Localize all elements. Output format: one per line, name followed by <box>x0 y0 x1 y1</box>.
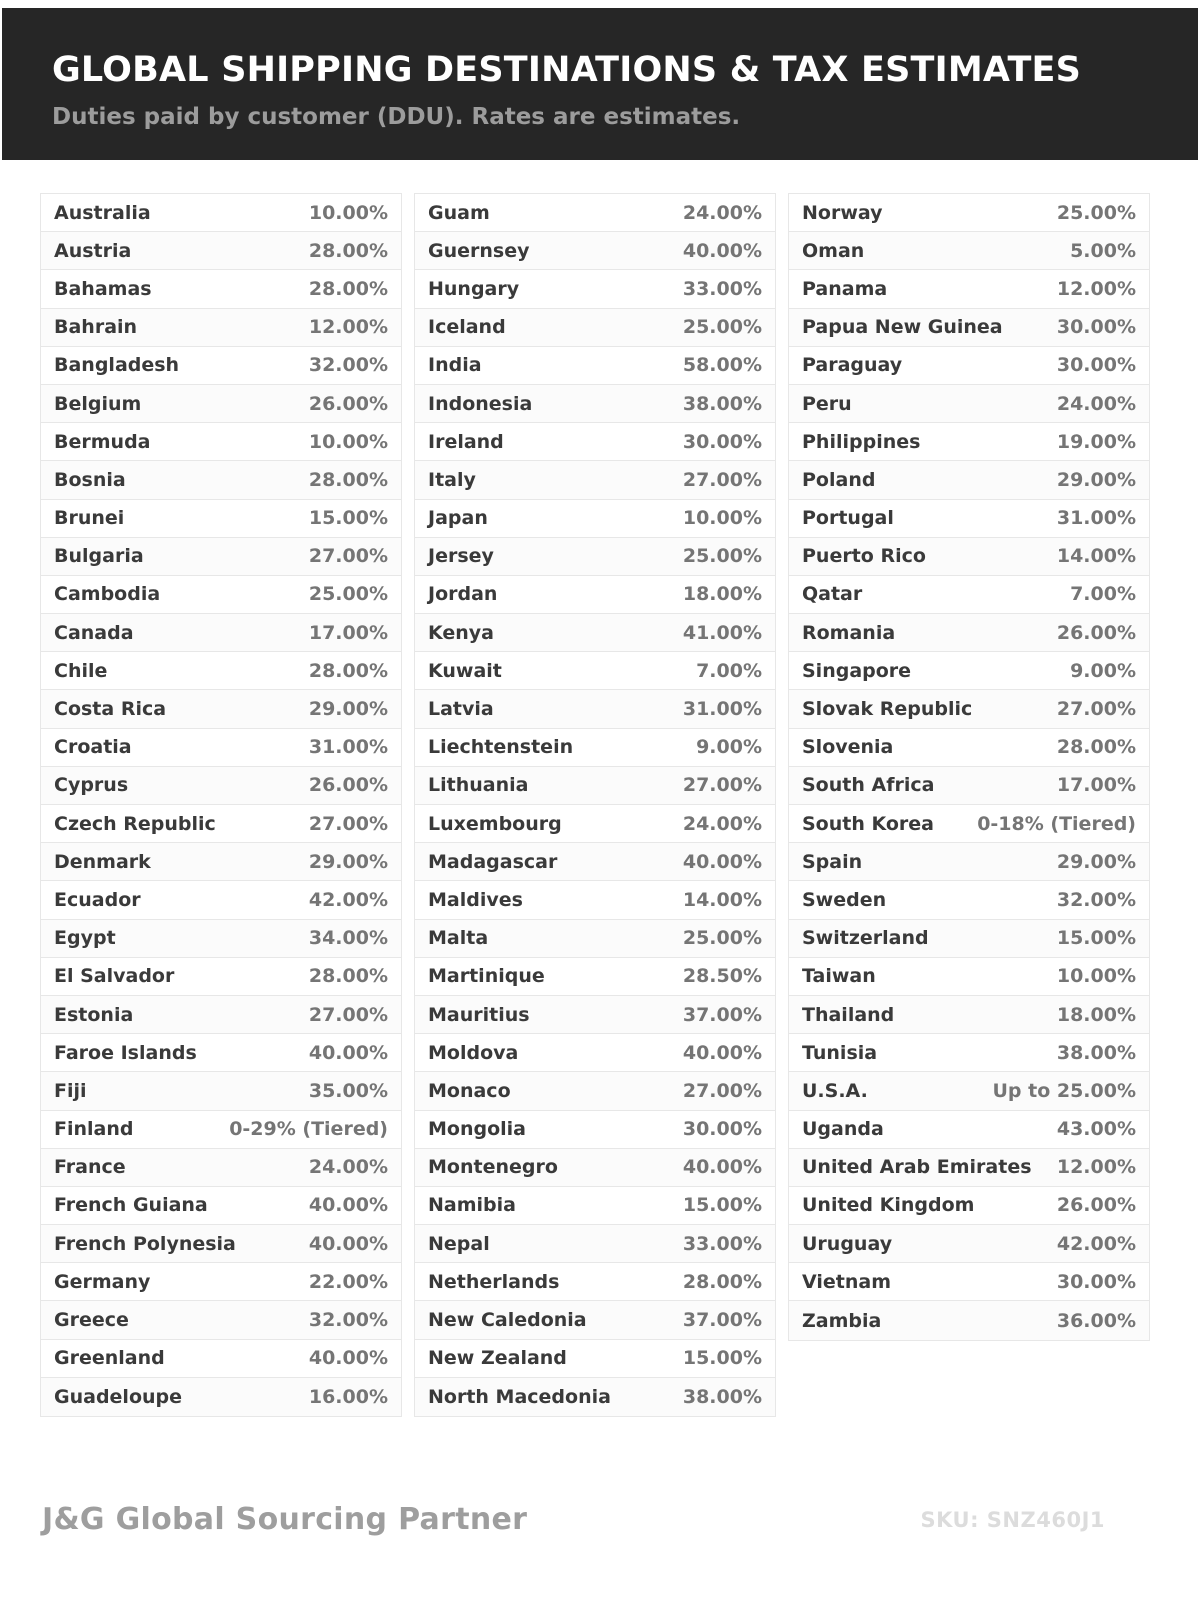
table-row <box>789 309 1149 347</box>
table-row <box>41 500 401 538</box>
tax-rate: 27.00% <box>1056 698 1136 721</box>
table-row <box>789 461 1149 499</box>
tax-rate: 29.00% <box>308 850 388 873</box>
table-row <box>415 1187 775 1225</box>
country-name: Denmark <box>54 850 151 873</box>
tax-rate: 9.00% <box>696 736 762 759</box>
country-name: Bulgaria <box>54 545 144 568</box>
tax-rate: 17.00% <box>308 621 388 644</box>
tax-rate: 10.00% <box>308 430 388 453</box>
tax-rate: 26.00% <box>308 774 388 797</box>
country-name: Moldova <box>428 1041 519 1064</box>
table-row <box>415 996 775 1034</box>
table-row <box>415 576 775 614</box>
table-row <box>415 1149 775 1187</box>
tax-rate: 0-18% (Tiered) <box>977 812 1136 835</box>
table-row <box>41 1111 401 1149</box>
tax-rate: 12.00% <box>1056 1156 1136 1179</box>
country-name: Thailand <box>802 1003 895 1026</box>
table-row <box>41 1378 401 1416</box>
table-row <box>41 270 401 308</box>
tax-rate: 34.00% <box>308 927 388 950</box>
country-name: Kenya <box>428 621 495 644</box>
table-row <box>41 347 401 385</box>
country-name: Slovak Republic <box>802 698 973 721</box>
table-row <box>41 843 401 881</box>
table-row <box>41 1225 401 1263</box>
table-row <box>789 1072 1149 1110</box>
rates-column-2 <box>414 193 776 1417</box>
tax-rate: 40.00% <box>308 1232 388 1255</box>
country-name: Uruguay <box>802 1232 893 1255</box>
tax-rate: 7.00% <box>1070 583 1136 606</box>
tax-rate: 43.00% <box>1056 1118 1136 1141</box>
table-row <box>415 843 775 881</box>
table-row <box>41 461 401 499</box>
country-name: Guernsey <box>428 239 530 262</box>
tax-rate: 17.00% <box>1056 774 1136 797</box>
tax-rate: 0-29% (Tiered) <box>229 1118 388 1141</box>
table-row <box>415 881 775 919</box>
country-name: Spain <box>802 850 863 873</box>
table-row <box>789 500 1149 538</box>
table-row <box>415 1378 775 1416</box>
table-row <box>789 347 1149 385</box>
tax-rate: 18.00% <box>682 583 762 606</box>
tax-rate: 40.00% <box>308 1194 388 1217</box>
table-row <box>41 805 401 843</box>
tax-rate: 12.00% <box>308 316 388 339</box>
country-name: Papua New Guinea <box>802 316 1003 339</box>
country-name: Japan <box>428 507 488 530</box>
table-row <box>789 920 1149 958</box>
table-row <box>415 1111 775 1149</box>
country-name: Egypt <box>54 927 116 950</box>
tax-rate: 7.00% <box>696 659 762 682</box>
tax-rate: 25.00% <box>308 583 388 606</box>
tax-rate: 37.00% <box>682 1003 762 1026</box>
table-row <box>41 767 401 805</box>
table-row <box>789 576 1149 614</box>
country-name: India <box>428 354 482 377</box>
country-name: Panama <box>802 277 888 300</box>
tax-rate: Up to 25.00% <box>992 1079 1136 1102</box>
country-name: Oman <box>802 239 865 262</box>
country-name: Malta <box>428 927 489 950</box>
country-name: Philippines <box>802 430 921 453</box>
country-name: Jersey <box>428 545 494 568</box>
tax-rate: 14.00% <box>682 888 762 911</box>
tax-rate: 32.00% <box>1056 888 1136 911</box>
table-row <box>41 1301 401 1339</box>
country-name: Vietnam <box>802 1270 891 1293</box>
table-row <box>415 270 775 308</box>
tax-rate: 28.00% <box>308 239 388 262</box>
tax-rate: 28.50% <box>682 965 762 988</box>
country-name: Lithuania <box>428 774 529 797</box>
tax-rate: 18.00% <box>1056 1003 1136 1026</box>
country-name: Italy <box>428 468 476 491</box>
country-name: Nepal <box>428 1232 490 1255</box>
table-row <box>415 1301 775 1339</box>
table-row <box>415 729 775 767</box>
country-name: Mongolia <box>428 1118 526 1141</box>
table-row <box>41 881 401 919</box>
country-name: Singapore <box>802 659 912 682</box>
country-name: Paraguay <box>802 354 903 377</box>
tax-rate: 31.00% <box>1056 507 1136 530</box>
country-name: Canada <box>54 621 134 644</box>
country-name: Bangladesh <box>54 354 180 377</box>
table-row <box>415 232 775 270</box>
tax-rate: 40.00% <box>308 1041 388 1064</box>
tax-rate: 22.00% <box>308 1270 388 1293</box>
rates-column-1 <box>40 193 402 1417</box>
country-name: Norway <box>802 201 883 224</box>
country-name: Latvia <box>428 698 494 721</box>
country-name: Netherlands <box>428 1270 560 1293</box>
tax-rate: 25.00% <box>682 316 762 339</box>
table-row <box>789 729 1149 767</box>
tax-rate: 10.00% <box>1056 965 1136 988</box>
country-name: Austria <box>54 239 132 262</box>
country-name: Peru <box>802 392 852 415</box>
tax-rate: 24.00% <box>682 812 762 835</box>
brand-name: J&G Global Sourcing Partner <box>42 1502 528 1537</box>
country-name: Guadeloupe <box>54 1385 183 1408</box>
country-name: Liechtenstein <box>428 736 574 759</box>
tax-rate: 29.00% <box>1056 850 1136 873</box>
tax-rate: 38.00% <box>1056 1041 1136 1064</box>
country-name: French Guiana <box>54 1194 208 1217</box>
country-name: Ecuador <box>54 888 141 911</box>
page-footer <box>42 1502 1105 1537</box>
tax-rate: 29.00% <box>1056 468 1136 491</box>
tax-rate: 10.00% <box>682 507 762 530</box>
tax-rate: 28.00% <box>308 659 388 682</box>
country-name: Monaco <box>428 1079 511 1102</box>
tax-rate: 26.00% <box>308 392 388 415</box>
table-row <box>789 843 1149 881</box>
tax-rate: 40.00% <box>682 239 762 262</box>
table-row <box>415 767 775 805</box>
tax-rate: 30.00% <box>1056 1270 1136 1293</box>
tax-rate: 42.00% <box>1056 1232 1136 1255</box>
country-name: Indonesia <box>428 392 533 415</box>
country-name: New Caledonia <box>428 1309 587 1332</box>
country-name: Chile <box>54 659 108 682</box>
country-name: Zambia <box>802 1309 882 1332</box>
country-name: Fiji <box>54 1079 87 1102</box>
country-name: Portugal <box>802 507 894 530</box>
table-row <box>415 958 775 996</box>
table-row <box>415 309 775 347</box>
country-name: Germany <box>54 1270 151 1293</box>
table-row <box>789 1187 1149 1225</box>
tax-rate: 40.00% <box>682 1156 762 1179</box>
country-name: Guam <box>428 201 490 224</box>
country-name: Faroe Islands <box>54 1041 197 1064</box>
tax-rate: 24.00% <box>308 1156 388 1179</box>
country-name: El Salvador <box>54 965 175 988</box>
table-row <box>415 423 775 461</box>
table-row <box>789 423 1149 461</box>
table-row <box>789 690 1149 728</box>
table-row <box>41 614 401 652</box>
country-name: Slovenia <box>802 736 894 759</box>
tax-rate: 12.00% <box>1056 277 1136 300</box>
tax-rate: 28.00% <box>308 468 388 491</box>
tax-rate: 15.00% <box>1056 927 1136 950</box>
table-row <box>789 958 1149 996</box>
country-name: Cambodia <box>54 583 161 606</box>
table-row <box>789 1111 1149 1149</box>
table-row <box>789 805 1149 843</box>
table-row <box>415 614 775 652</box>
country-name: Tunisia <box>802 1041 878 1064</box>
tax-rate: 10.00% <box>308 201 388 224</box>
country-name: Bosnia <box>54 468 126 491</box>
tax-rate: 25.00% <box>682 927 762 950</box>
country-name: Poland <box>802 468 876 491</box>
country-name: United Kingdom <box>802 1194 975 1217</box>
table-row <box>415 652 775 690</box>
table-row <box>41 194 401 232</box>
tax-rate: 30.00% <box>1056 354 1136 377</box>
table-row <box>789 767 1149 805</box>
tax-rate: 15.00% <box>682 1347 762 1370</box>
tax-rate: 30.00% <box>1056 316 1136 339</box>
country-name: Switzerland <box>802 927 929 950</box>
country-name: Hungary <box>428 277 520 300</box>
tax-rate: 24.00% <box>682 201 762 224</box>
page-title: GLOBAL SHIPPING DESTINATIONS & TAX ESTIMATES <box>52 50 1082 90</box>
country-name: Bermuda <box>54 430 151 453</box>
tax-rate: 14.00% <box>1056 545 1136 568</box>
table-row <box>41 538 401 576</box>
tax-rate: 27.00% <box>682 1079 762 1102</box>
tax-rate: 25.00% <box>682 545 762 568</box>
table-row <box>41 1340 401 1378</box>
country-name: Maldives <box>428 888 523 911</box>
country-name: North Macedonia <box>428 1385 611 1408</box>
table-row <box>41 690 401 728</box>
tax-rate: 28.00% <box>308 277 388 300</box>
country-name: Namibia <box>428 1194 516 1217</box>
table-row <box>415 1225 775 1263</box>
country-name: Luxembourg <box>428 812 562 835</box>
tax-rate: 58.00% <box>682 354 762 377</box>
tax-rate: 9.00% <box>1070 659 1136 682</box>
tax-rate: 29.00% <box>308 698 388 721</box>
country-name: Czech Republic <box>54 812 216 835</box>
country-name: Ireland <box>428 430 504 453</box>
country-name: Madagascar <box>428 850 558 873</box>
table-row <box>41 576 401 614</box>
tax-rate: 32.00% <box>308 354 388 377</box>
tax-rate: 19.00% <box>1056 430 1136 453</box>
tax-rate: 26.00% <box>1056 621 1136 644</box>
table-row <box>415 1340 775 1378</box>
sku-label: SKU: SNZ460J1 <box>920 1507 1105 1532</box>
country-name: Costa Rica <box>54 698 167 721</box>
country-name: Montenegro <box>428 1156 558 1179</box>
country-name: Kuwait <box>428 659 502 682</box>
country-name: South Africa <box>802 774 935 797</box>
tax-rate: 36.00% <box>1056 1309 1136 1332</box>
tax-rate: 27.00% <box>308 812 388 835</box>
tax-rate: 27.00% <box>308 1003 388 1026</box>
table-row <box>415 194 775 232</box>
table-row <box>41 232 401 270</box>
tax-rate: 25.00% <box>1056 201 1136 224</box>
table-row <box>41 1187 401 1225</box>
table-row <box>415 805 775 843</box>
tax-rate: 16.00% <box>308 1385 388 1408</box>
table-row <box>415 690 775 728</box>
table-row <box>789 652 1149 690</box>
country-name: Bahamas <box>54 277 152 300</box>
country-name: French Polynesia <box>54 1232 236 1255</box>
country-name: France <box>54 1156 126 1179</box>
tax-rate: 15.00% <box>682 1194 762 1217</box>
country-name: Australia <box>54 201 151 224</box>
table-row <box>789 232 1149 270</box>
table-row <box>41 385 401 423</box>
country-name: Iceland <box>428 316 506 339</box>
tax-rate: 31.00% <box>682 698 762 721</box>
table-row <box>41 309 401 347</box>
country-name: Cyprus <box>54 774 129 797</box>
table-row <box>415 461 775 499</box>
table-row <box>41 1263 401 1301</box>
table-row <box>41 729 401 767</box>
country-name: Romania <box>802 621 896 644</box>
country-name: Jordan <box>428 583 498 606</box>
tax-rate: 40.00% <box>308 1347 388 1370</box>
tax-rate: 26.00% <box>1056 1194 1136 1217</box>
tax-rate: 27.00% <box>308 545 388 568</box>
tax-rate: 41.00% <box>682 621 762 644</box>
page-header <box>2 8 1198 160</box>
country-name: Qatar <box>802 583 863 606</box>
tax-rate: 33.00% <box>682 277 762 300</box>
country-name: Belgium <box>54 392 142 415</box>
table-row <box>41 423 401 461</box>
table-row <box>415 385 775 423</box>
country-name: Estonia <box>54 1003 134 1026</box>
table-row <box>789 881 1149 919</box>
country-name: United Arab Emirates <box>802 1156 1032 1179</box>
country-name: Sweden <box>802 888 887 911</box>
tax-rate: 40.00% <box>682 1041 762 1064</box>
country-name: U.S.A. <box>802 1079 868 1102</box>
table-row <box>415 1072 775 1110</box>
tax-rate: 30.00% <box>682 1118 762 1141</box>
tax-rate: 30.00% <box>682 430 762 453</box>
rates-column-3 <box>788 193 1150 1341</box>
table-row <box>415 1034 775 1072</box>
table-row <box>789 270 1149 308</box>
table-row <box>789 194 1149 232</box>
country-name: Brunei <box>54 507 125 530</box>
table-row <box>789 1034 1149 1072</box>
table-row <box>789 614 1149 652</box>
tax-rate: 31.00% <box>308 736 388 759</box>
country-name: Croatia <box>54 736 132 759</box>
table-row <box>789 1263 1149 1301</box>
tax-rate: 40.00% <box>682 850 762 873</box>
country-name: Greece <box>54 1309 129 1332</box>
tax-rate: 42.00% <box>308 888 388 911</box>
table-row <box>41 1149 401 1187</box>
table-row <box>789 1301 1149 1339</box>
table-row <box>415 1263 775 1301</box>
tax-rate: 35.00% <box>308 1079 388 1102</box>
tax-rate: 37.00% <box>682 1309 762 1332</box>
tax-rate: 28.00% <box>682 1270 762 1293</box>
table-row <box>41 1072 401 1110</box>
country-name: Mauritius <box>428 1003 530 1026</box>
tax-rate: 32.00% <box>308 1309 388 1332</box>
country-name: Martinique <box>428 965 545 988</box>
table-row <box>415 538 775 576</box>
country-name: Greenland <box>54 1347 165 1370</box>
table-row <box>789 1225 1149 1263</box>
tax-rate: 24.00% <box>1056 392 1136 415</box>
page-subtitle: Duties paid by customer (DDU). Rates are estimates. <box>52 104 741 130</box>
table-row <box>789 996 1149 1034</box>
table-row <box>41 958 401 996</box>
table-row <box>41 1034 401 1072</box>
country-name: South Korea <box>802 812 935 835</box>
table-row <box>415 920 775 958</box>
country-name: Uganda <box>802 1118 884 1141</box>
table-row <box>789 385 1149 423</box>
table-row <box>41 996 401 1034</box>
tax-rate: 28.00% <box>1056 736 1136 759</box>
table-row <box>415 500 775 538</box>
country-name: New Zealand <box>428 1347 567 1370</box>
tax-rate: 27.00% <box>682 468 762 491</box>
rates-grid <box>40 193 1150 1417</box>
table-row <box>789 538 1149 576</box>
tax-rate: 28.00% <box>308 965 388 988</box>
tax-rate: 38.00% <box>682 1385 762 1408</box>
table-row <box>41 920 401 958</box>
country-name: Bahrain <box>54 316 138 339</box>
country-name: Finland <box>54 1118 134 1141</box>
tax-rate: 38.00% <box>682 392 762 415</box>
tax-rate: 33.00% <box>682 1232 762 1255</box>
tax-rate: 27.00% <box>682 774 762 797</box>
table-row <box>415 347 775 385</box>
country-name: Taiwan <box>802 965 876 988</box>
tax-rate: 5.00% <box>1070 239 1136 262</box>
table-row <box>41 652 401 690</box>
tax-rate: 15.00% <box>308 507 388 530</box>
country-name: Puerto Rico <box>802 545 926 568</box>
table-row <box>789 1149 1149 1187</box>
